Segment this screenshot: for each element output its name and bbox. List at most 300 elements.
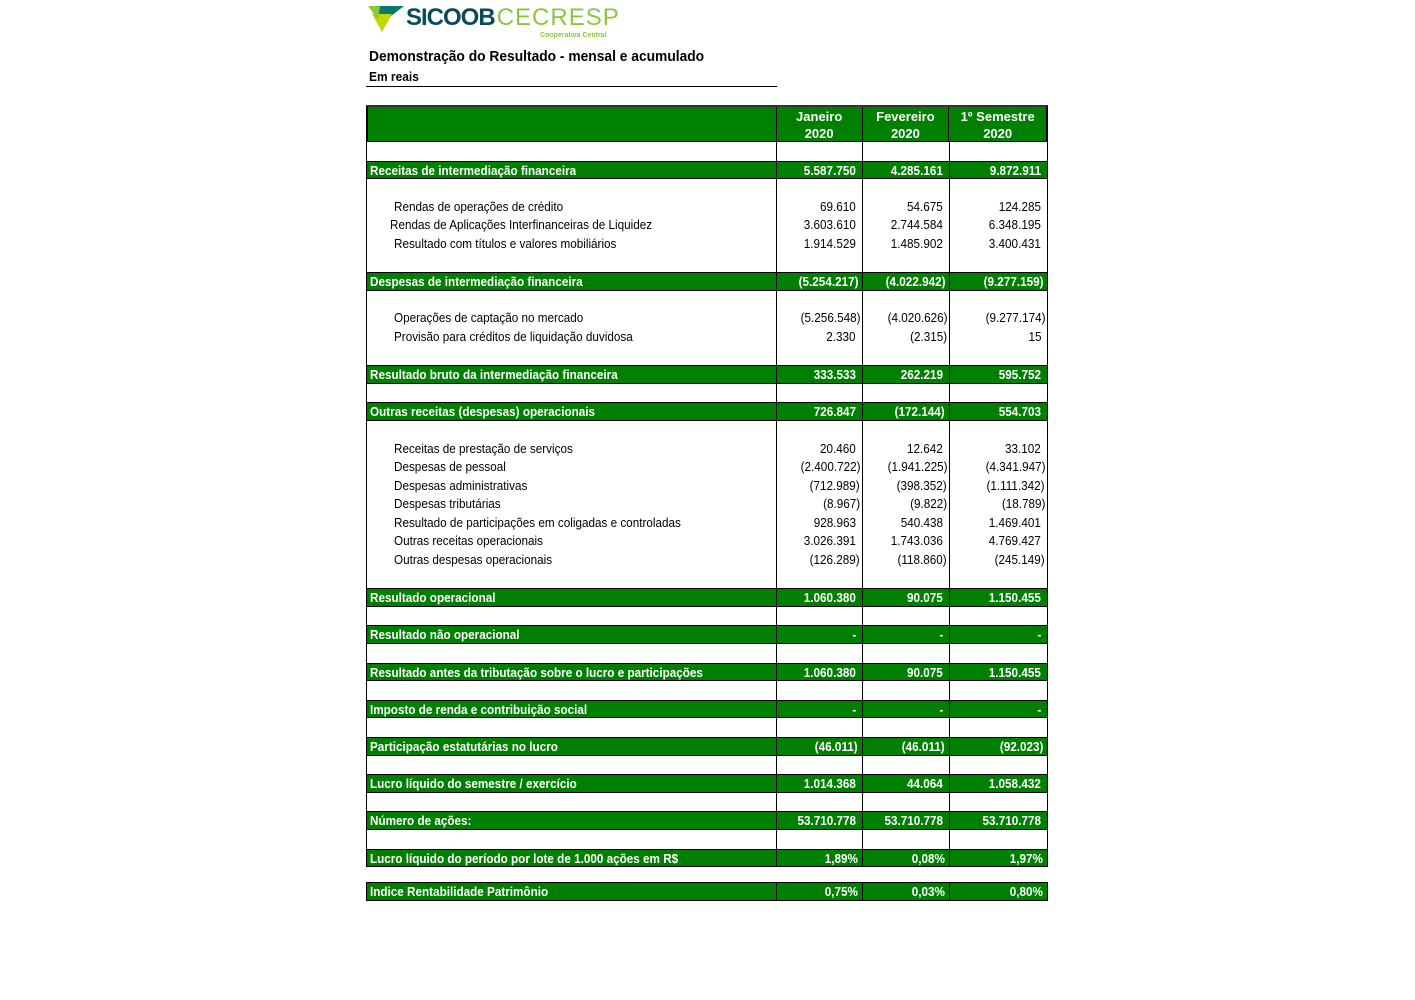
value-cell — [950, 254, 1048, 273]
row-label-cell — [366, 458, 777, 477]
value-cell — [863, 701, 950, 718]
row-label-cell — [366, 328, 777, 347]
row-value: (398.352) — [896, 477, 947, 493]
spacer-row — [366, 142, 1048, 161]
header-year: 2020 — [983, 126, 1013, 141]
row-value: 53.710.778 — [982, 813, 1041, 829]
value-cell — [863, 867, 950, 882]
row-label: Resultado antes da tributação sobre o lucro e participações — [370, 664, 703, 680]
value-cell — [777, 309, 863, 328]
row-value: - — [852, 627, 856, 643]
row-label-cell — [366, 756, 777, 775]
row-value: 53.710.778 — [797, 813, 856, 829]
section-total-row — [366, 849, 1048, 868]
value-cell — [950, 681, 1048, 700]
value-cell — [863, 421, 950, 440]
value-cell — [863, 830, 950, 849]
row-value: - — [1037, 701, 1041, 717]
row-value: 554.703 — [998, 404, 1041, 420]
section-total-row — [366, 774, 1048, 793]
value-cell — [950, 458, 1048, 477]
row-label-cell — [366, 309, 777, 328]
spacer-row — [366, 421, 1048, 440]
row-value: 6.348.195 — [988, 217, 1041, 233]
page-title: Demonstração do Resultado - mensal e acumulado — [369, 48, 705, 65]
row-label: Rendas de Aplicações Interfinanceiras de Liquidez — [390, 217, 653, 233]
row-label-cell — [366, 738, 777, 755]
value-cell — [777, 291, 863, 310]
row-label-cell — [366, 347, 777, 366]
line-item-row — [366, 198, 1048, 217]
row-label-cell — [366, 532, 777, 551]
section-total-row — [366, 700, 1048, 719]
value-cell — [863, 514, 950, 533]
table-header — [366, 105, 1048, 142]
row-label-cell — [366, 495, 777, 514]
value-cell — [777, 216, 863, 235]
value-cell — [777, 403, 863, 420]
value-cell — [863, 644, 950, 663]
value-cell — [863, 309, 950, 328]
value-cell — [777, 421, 863, 440]
value-cell — [950, 384, 1048, 403]
logo-wordmark — [406, 4, 620, 31]
row-label: Provisão para créditos de liquidação duvidosa — [394, 328, 633, 344]
row-label-cell — [366, 551, 777, 570]
row-value: 262.219 — [900, 367, 943, 383]
row-value: (46.011) — [815, 739, 858, 754]
row-value: 1.060.380 — [803, 590, 856, 606]
row-value: 3.603.610 — [803, 217, 856, 233]
row-value: 20.460 — [820, 440, 856, 456]
row-value: 1.469.401 — [988, 514, 1041, 530]
value-cell — [863, 384, 950, 403]
row-value: 726.847 — [813, 404, 856, 420]
row-value: (172.144) — [894, 404, 945, 420]
row-value: 1.014.368 — [803, 776, 856, 792]
row-value: 1.743.036 — [890, 533, 943, 549]
logo-brand-dark: SICOOB — [406, 4, 495, 31]
value-cell — [863, 216, 950, 235]
logo-mark-icon — [368, 6, 404, 34]
value-cell — [777, 718, 863, 737]
spacer-row — [366, 793, 1048, 812]
row-label: Resultado não operacional — [370, 627, 520, 643]
row-value: (4.022.942) — [885, 274, 945, 290]
section-total-row — [366, 811, 1048, 830]
value-cell — [777, 830, 863, 849]
value-cell — [777, 162, 863, 179]
value-cell — [950, 793, 1048, 812]
value-cell — [863, 495, 950, 514]
value-cell — [863, 570, 950, 589]
value-cell — [777, 254, 863, 273]
row-label-cell — [366, 718, 777, 737]
value-cell — [863, 366, 950, 383]
value-cell — [950, 142, 1048, 161]
value-cell — [950, 738, 1048, 755]
value-cell — [777, 328, 863, 347]
value-cell — [863, 681, 950, 700]
row-label-cell — [366, 681, 777, 700]
section-total-row — [366, 365, 1048, 384]
value-cell — [950, 532, 1048, 551]
row-value: (46.011) — [902, 739, 945, 754]
row-label-cell — [366, 216, 777, 235]
row-label-cell — [366, 883, 777, 900]
value-cell — [950, 328, 1048, 347]
page-subtitle: Em reais — [369, 69, 419, 84]
row-label: Outras receitas (despesas) operacionais — [370, 404, 596, 420]
line-item-row — [366, 440, 1048, 459]
row-value: 595.752 — [998, 367, 1041, 383]
value-cell — [950, 440, 1048, 459]
value-cell — [777, 850, 863, 867]
line-item-row — [366, 458, 1048, 477]
row-label: Imposto de renda e contribuição social — [370, 701, 588, 717]
value-cell — [950, 291, 1048, 310]
row-value: 90.075 — [907, 664, 943, 680]
row-value: 12.642 — [907, 440, 943, 456]
row-label: Número de ações: — [370, 813, 472, 829]
row-value: 53.710.778 — [884, 813, 943, 829]
value-cell — [950, 477, 1048, 496]
value-cell — [863, 142, 950, 161]
value-cell — [777, 644, 863, 663]
section-total-row — [366, 663, 1048, 682]
value-cell — [777, 664, 863, 681]
value-cell — [777, 681, 863, 700]
value-cell — [777, 883, 863, 900]
row-label-cell — [366, 812, 777, 829]
row-value: 1.150.455 — [988, 664, 1041, 680]
header-month: Janeiro — [796, 109, 843, 124]
row-label-cell — [366, 830, 777, 849]
value-cell — [950, 273, 1048, 290]
row-value: - — [939, 701, 943, 717]
value-cell — [863, 254, 950, 273]
value-cell — [863, 850, 950, 867]
row-label-cell — [366, 366, 777, 383]
value-cell — [863, 883, 950, 900]
row-label-cell — [366, 589, 777, 606]
row-value: (92.023) — [999, 739, 1043, 754]
value-cell — [950, 812, 1048, 829]
value-cell — [777, 495, 863, 514]
row-value: (18.789) — [1001, 496, 1045, 512]
row-label-cell — [366, 570, 777, 589]
line-item-row — [366, 551, 1048, 570]
row-value: 124.285 — [998, 198, 1041, 214]
header-year: 2020 — [890, 126, 920, 141]
row-label: Resultado de participações em coligadas e controladas — [394, 514, 681, 530]
spacer-row — [366, 291, 1048, 310]
row-value: 3.400.431 — [988, 235, 1041, 251]
row-value: (1.941.225) — [887, 459, 947, 475]
spacer-row — [366, 830, 1048, 849]
row-label: Resultado com títulos e valores mobiliários — [394, 235, 617, 251]
row-label: Indice Rentabilidade Patrimônio — [370, 884, 549, 900]
row-label-cell — [366, 273, 777, 290]
row-value: (9.277.174) — [985, 310, 1045, 326]
row-label: Resultado operacional — [370, 590, 496, 606]
value-cell — [777, 273, 863, 290]
row-value: (118.860) — [897, 552, 947, 568]
value-cell — [777, 793, 863, 812]
header-year: 2020 — [804, 126, 834, 141]
spacer-row — [366, 384, 1048, 403]
line-item-row — [366, 495, 1048, 514]
value-cell — [863, 291, 950, 310]
value-cell — [777, 532, 863, 551]
income-statement-table — [366, 105, 1048, 901]
value-cell — [950, 347, 1048, 366]
value-cell — [950, 701, 1048, 718]
value-cell — [950, 756, 1048, 775]
row-label: Operações de captação no mercado — [394, 310, 584, 326]
value-cell — [863, 458, 950, 477]
value-cell — [863, 532, 950, 551]
row-label-cell — [366, 403, 777, 420]
header-month: Fevereiro — [876, 109, 935, 124]
value-cell — [777, 384, 863, 403]
value-cell — [950, 421, 1048, 440]
row-label: Participação estatutárias no lucro — [370, 739, 558, 754]
row-value: 69.610 — [820, 198, 856, 214]
spacer-row — [366, 179, 1048, 198]
row-value: 4.769.427 — [988, 533, 1041, 549]
row-label-cell — [366, 291, 777, 310]
row-value: 0,03% — [911, 884, 945, 900]
row-value: 44.064 — [907, 776, 943, 792]
value-cell — [863, 198, 950, 217]
value-cell — [777, 366, 863, 383]
line-item-row — [366, 216, 1048, 235]
section-total-row — [366, 588, 1048, 607]
value-cell — [863, 328, 950, 347]
value-cell — [777, 570, 863, 589]
row-label-cell — [366, 440, 777, 459]
value-cell — [863, 235, 950, 254]
row-value: (2.315) — [909, 328, 947, 344]
value-cell — [863, 273, 950, 290]
section-total-row — [366, 272, 1048, 291]
row-value: 0,75% — [824, 884, 858, 900]
value-cell — [863, 607, 950, 626]
value-cell — [950, 216, 1048, 235]
row-value: 540.438 — [900, 514, 943, 530]
row-value: 1.060.380 — [803, 664, 856, 680]
row-value: 2.330 — [826, 328, 856, 344]
row-label-cell — [366, 254, 777, 273]
value-cell — [950, 607, 1048, 626]
row-label: Despesas tributárias — [394, 496, 501, 512]
line-item-row — [366, 328, 1048, 347]
row-value: (9.277.159) — [983, 274, 1043, 290]
row-label-cell — [366, 626, 777, 643]
line-item-row — [366, 532, 1048, 551]
row-value: (1.111.342) — [986, 477, 1045, 493]
section-total-row — [366, 402, 1048, 421]
row-value: 1,97% — [1009, 850, 1043, 866]
section-total-row — [366, 625, 1048, 644]
header-period: 1º Semestre — [960, 109, 1035, 124]
value-cell — [950, 589, 1048, 606]
value-cell — [950, 626, 1048, 643]
value-cell — [863, 551, 950, 570]
row-value: (8.967) — [822, 496, 860, 512]
value-cell — [777, 179, 863, 198]
value-cell — [777, 756, 863, 775]
row-label-cell — [366, 142, 777, 161]
company-logo — [368, 4, 648, 44]
row-value: 1.150.455 — [988, 590, 1041, 606]
value-cell — [863, 626, 950, 643]
row-value: 5.587.750 — [803, 162, 856, 178]
row-label-cell — [366, 477, 777, 496]
row-value: - — [939, 627, 943, 643]
value-cell — [863, 812, 950, 829]
value-cell — [863, 738, 950, 755]
row-label-cell — [366, 607, 777, 626]
value-cell — [950, 495, 1048, 514]
value-cell — [863, 162, 950, 179]
row-value: 928.963 — [813, 514, 856, 530]
row-value: 15 — [1027, 328, 1041, 344]
row-value: (5.256.548) — [800, 310, 860, 326]
row-label-cell — [366, 850, 777, 867]
row-label: Despesas administrativas — [394, 477, 528, 493]
value-cell — [777, 235, 863, 254]
value-cell — [777, 812, 863, 829]
spacer-row — [366, 867, 1048, 882]
row-value: (5.254.217) — [798, 274, 858, 290]
logo-tagline: Cooperativa Central — [540, 32, 607, 39]
line-item-row — [366, 514, 1048, 533]
row-label-cell — [366, 162, 777, 179]
row-label: Rendas de operações de crédito — [394, 198, 564, 214]
value-cell — [777, 514, 863, 533]
value-cell — [863, 793, 950, 812]
row-label: Despesas de pessoal — [394, 459, 506, 475]
value-cell — [950, 830, 1048, 849]
row-label: Receitas de intermediação financeira — [370, 162, 577, 178]
row-label-cell — [366, 867, 777, 882]
row-value: (9.822) — [909, 496, 947, 512]
row-value: 9.872.911 — [989, 162, 1041, 178]
row-value: 0,80% — [1009, 884, 1043, 900]
value-cell — [863, 664, 950, 681]
row-value: 4.285.161 — [890, 162, 943, 178]
row-value: (4.020.626) — [887, 310, 947, 326]
value-cell — [950, 162, 1048, 179]
row-value: (126.289) — [809, 552, 860, 568]
spacer-row — [366, 718, 1048, 737]
section-total-row — [366, 737, 1048, 756]
row-label-cell — [366, 664, 777, 681]
row-label-cell — [366, 793, 777, 812]
row-label: Receitas de prestação de serviços — [394, 440, 573, 456]
row-label: Lucro líquido do semestre / exercício — [370, 776, 577, 792]
row-label-cell — [366, 701, 777, 718]
value-cell — [777, 607, 863, 626]
value-cell — [950, 179, 1048, 198]
value-cell — [863, 775, 950, 792]
spacer-row — [366, 254, 1048, 273]
row-value: (4.341.947) — [985, 459, 1045, 475]
value-cell — [950, 883, 1048, 900]
row-value: 0,08% — [911, 850, 945, 866]
value-cell — [777, 551, 863, 570]
value-cell — [777, 477, 863, 496]
value-cell — [950, 366, 1048, 383]
row-value: 90.075 — [907, 590, 943, 606]
line-item-row — [366, 309, 1048, 328]
row-label-cell — [366, 384, 777, 403]
header-january — [777, 107, 863, 141]
value-cell — [777, 198, 863, 217]
spacer-row — [366, 644, 1048, 663]
row-label-cell — [366, 644, 777, 663]
row-label-cell — [366, 198, 777, 217]
value-cell — [950, 644, 1048, 663]
value-cell — [863, 589, 950, 606]
row-label-cell — [366, 514, 777, 533]
row-label-cell — [366, 775, 777, 792]
value-cell — [863, 179, 950, 198]
header-label-cell — [367, 107, 777, 141]
value-cell — [950, 514, 1048, 533]
row-label: Resultado bruto da intermediação financeira — [370, 367, 618, 383]
header-semester — [949, 107, 1047, 141]
value-cell — [777, 626, 863, 643]
value-cell — [950, 775, 1048, 792]
value-cell — [863, 440, 950, 459]
section-total-row — [366, 161, 1048, 180]
value-cell — [777, 347, 863, 366]
value-cell — [777, 701, 863, 718]
row-label: Outras receitas operacionais — [394, 533, 543, 549]
value-cell — [950, 551, 1048, 570]
value-cell — [863, 347, 950, 366]
value-cell — [777, 142, 863, 161]
row-label-cell — [366, 179, 777, 198]
value-cell — [777, 458, 863, 477]
value-cell — [950, 867, 1048, 882]
row-label: Outras despesas operacionais — [394, 552, 553, 568]
spacer-row — [366, 347, 1048, 366]
value-cell — [950, 198, 1048, 217]
spacer-row — [366, 681, 1048, 700]
value-cell — [863, 756, 950, 775]
row-value: 1.485.902 — [890, 235, 943, 251]
row-value: 1,89% — [824, 850, 858, 866]
row-value: 33.102 — [1005, 440, 1041, 456]
row-value: (712.989) — [809, 477, 860, 493]
header-february — [863, 107, 950, 141]
value-cell — [777, 775, 863, 792]
value-cell — [950, 718, 1048, 737]
value-cell — [777, 738, 863, 755]
spacer-row — [366, 756, 1048, 775]
row-label: Lucro líquido do período por lote de 1.000 ações em R$ — [370, 850, 679, 866]
value-cell — [863, 477, 950, 496]
row-value: 3.026.391 — [803, 533, 856, 549]
line-item-row — [366, 477, 1048, 496]
logo-brand-light: CECRESP — [496, 4, 620, 31]
row-value: - — [1037, 627, 1041, 643]
row-value: (2.400.722) — [800, 459, 860, 475]
